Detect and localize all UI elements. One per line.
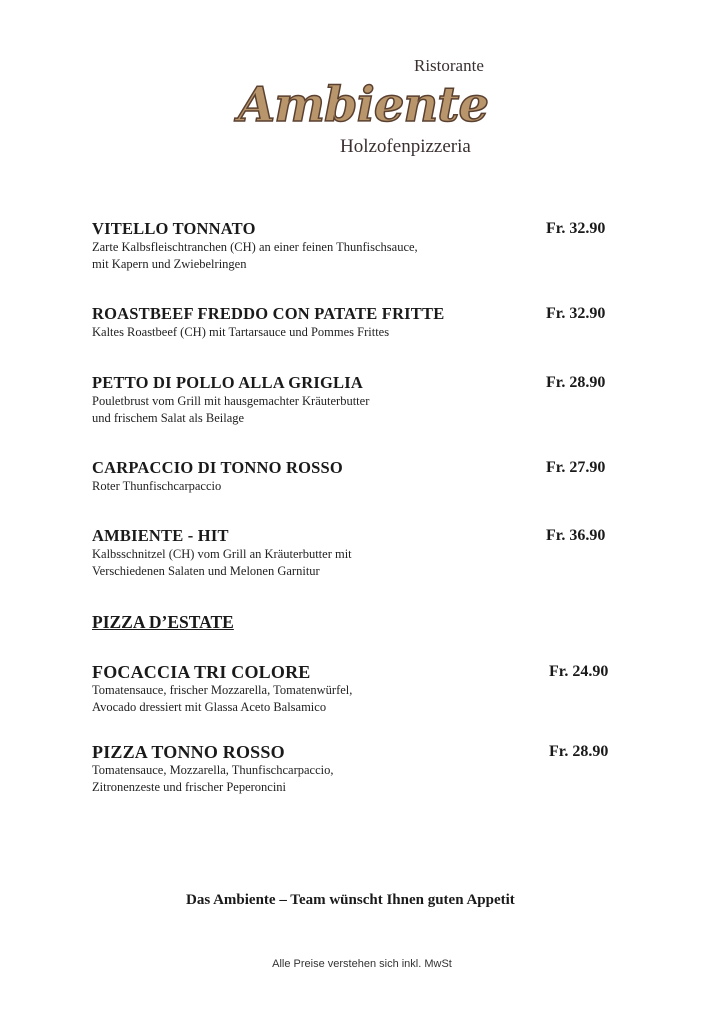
item-title: ROASTBEEF FREDDO CON PATATE FRITTE (92, 304, 445, 323)
item-desc: Tomatensauce, frischer Mozzarella, Tomatenwürfel, (92, 683, 353, 697)
pizza-item (92, 742, 612, 796)
item-desc: Tomatensauce, Mozzarella, Thunfischcarpaccio, (92, 763, 334, 777)
item-desc: Kalbsschnitzel (CH) vom Grill an Kräuterbutter mit (92, 547, 352, 561)
item-price: Fr. 32.90 (546, 305, 606, 322)
item-price: Fr. 24.90 (549, 663, 609, 680)
item-desc: Zitronenzeste und frischer Peperoncini (92, 780, 287, 794)
menu-item (92, 373, 612, 427)
item-desc: Kaltes Roastbeef (CH) mit Tartarsauce und Pommes Frittes (92, 325, 390, 339)
closing-message: Das Ambiente – Team wünscht Ihnen guten Appetit (186, 892, 515, 908)
item-title: VITELLO TONNATO (92, 219, 256, 238)
item-price: Fr. 27.90 (546, 459, 606, 476)
price-note: Alle Preise verstehen sich inkl. MwSt (272, 958, 452, 970)
item-price: Fr. 28.90 (546, 374, 606, 391)
item-title: PETTO DI POLLO ALLA GRIGLIA (92, 373, 363, 392)
section-title: PIZZA D’ESTATE (92, 612, 234, 632)
pizza-item (92, 662, 612, 716)
item-desc: Avocado dressiert mit Glassa Aceto Balsamico (92, 700, 327, 714)
item-title: AMBIENTE - HIT (92, 526, 229, 545)
item-title: PIZZA TONNO ROSSO (92, 742, 285, 762)
item-desc: Zarte Kalbsfleischtranchen (CH) an einer feinen Thunfischsauce, (92, 240, 418, 254)
logo-ambiente: Ambiente (238, 77, 488, 133)
item-price: Fr. 32.90 (546, 220, 606, 237)
menu-item (92, 458, 612, 495)
item-price: Fr. 36.90 (546, 527, 606, 544)
item-desc: mit Kapern und Zwiebelringen (92, 257, 247, 271)
logo-ristorante: Ristorante (414, 56, 484, 75)
item-desc: Verschiedenen Salaten und Melonen Garnitur (92, 564, 320, 578)
item-title: CARPACCIO DI TONNO ROSSO (92, 458, 343, 477)
item-desc: und frischem Salat als Beilage (92, 411, 245, 425)
menu-item (92, 526, 612, 580)
logo-holzofenpizzeria: Holzofenpizzeria (340, 136, 471, 157)
item-desc: Pouletbrust vom Grill mit hausgemachter Kräuterbutter (92, 394, 370, 408)
menu-item (92, 219, 612, 273)
restaurant-logo (238, 56, 500, 162)
item-price: Fr. 28.90 (549, 743, 609, 760)
item-title: FOCACCIA TRI COLORE (92, 662, 311, 682)
item-desc: Roter Thunfischcarpaccio (92, 479, 222, 493)
menu-item (92, 304, 612, 341)
